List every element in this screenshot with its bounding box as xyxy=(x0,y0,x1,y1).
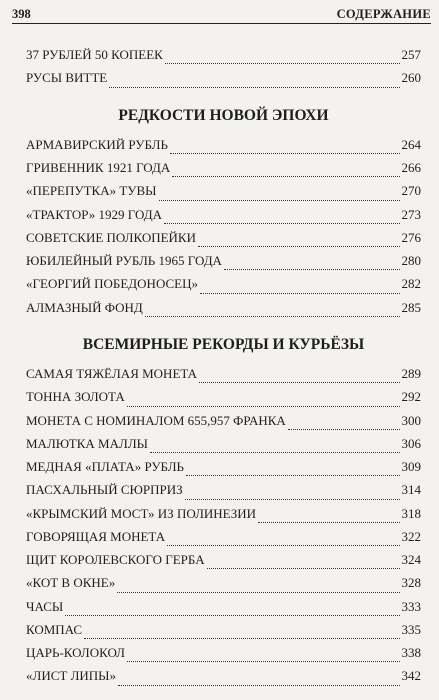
dot-leader xyxy=(127,661,400,662)
running-title: СОДЕРЖАНИЕ xyxy=(336,7,431,21)
toc-entry-page: 280 xyxy=(401,253,421,268)
toc-entry-page: 324 xyxy=(401,552,421,567)
toc-entry-title: МЕДНАЯ «ПЛАТА» РУБЛЬ xyxy=(26,459,184,474)
dot-leader xyxy=(150,452,400,453)
dot-leader xyxy=(164,223,400,224)
toc-entry-page: 273 xyxy=(401,206,421,222)
toc-entry-title: АРМАВИРСКИЙ РУБЛЬ xyxy=(26,136,168,152)
toc-entry-page: 266 xyxy=(401,160,421,175)
toc-entry-title: ЩИТ КОРОЛЕВСКОГО ГЕРБА xyxy=(26,552,205,567)
toc-entry[interactable] xyxy=(26,459,421,482)
page-number: 398 xyxy=(12,7,31,21)
dot-leader xyxy=(199,382,399,383)
toc-entry-title: ПАСХАЛЬНЫЙ СЮРПРИЗ xyxy=(26,482,183,498)
dot-leader xyxy=(172,176,399,177)
running-header xyxy=(12,2,431,22)
toc-entry-title: ГОВОРЯЩАЯ МОНЕТА xyxy=(26,528,166,544)
dot-leader xyxy=(167,545,399,546)
dot-leader xyxy=(117,592,399,593)
toc-entry-title: «ЛИСТ ЛИПЫ» xyxy=(26,668,116,684)
toc-entry[interactable] xyxy=(26,575,421,598)
toc-entry-title: ГРИВЕННИК 1921 ГОДА xyxy=(26,160,171,175)
toc-entry[interactable] xyxy=(26,253,421,276)
dot-leader xyxy=(200,293,400,294)
toc-entry-page: 260 xyxy=(401,70,421,86)
dot-leader xyxy=(84,638,399,639)
dot-leader xyxy=(170,153,400,154)
section-heading: ВСЕМИРНЫЕ РЕКОРДЫ И КУРЬЁЗЫ xyxy=(82,335,365,353)
dot-leader xyxy=(65,615,399,616)
toc-entry[interactable] xyxy=(26,47,421,70)
toc-entry-page: 338 xyxy=(401,645,421,660)
toc-entry[interactable] xyxy=(26,276,421,299)
toc-entry-title: «ПЕРЕПУТКА» ТУВЫ xyxy=(26,183,157,199)
toc-entry-title: ТОННА ЗОЛОТА xyxy=(26,389,125,405)
toc-entry[interactable] xyxy=(26,160,421,183)
toc-entry[interactable] xyxy=(26,552,421,575)
toc-entry-page: 282 xyxy=(401,276,421,292)
toc-entry-title: 37 РУБЛЕЙ 50 КОПЕЕК xyxy=(26,47,163,62)
toc-entry-title: ЦАРЬ-КОЛОКОЛ xyxy=(26,645,125,660)
toc-entry-title: САМАЯ ТЯЖЁЛАЯ МОНЕТА xyxy=(26,366,198,381)
toc-entry-title: ЮБИЛЕЙНЫЙ РУБЛЬ 1965 ГОДА xyxy=(26,253,222,268)
toc-entry[interactable] xyxy=(26,389,421,412)
toc-entry-title: КОМПАС xyxy=(26,621,83,637)
toc-entry[interactable] xyxy=(26,300,421,323)
toc-entry[interactable] xyxy=(26,436,421,459)
toc-entry-title: «ТРАКТОР» 1929 ГОДА xyxy=(26,206,162,222)
toc-entry-page: 322 xyxy=(401,528,421,544)
toc-entry[interactable] xyxy=(26,230,421,253)
dot-leader xyxy=(109,87,399,88)
dot-leader xyxy=(186,475,400,476)
toc-entry-page: 318 xyxy=(401,505,421,521)
toc-entry[interactable] xyxy=(26,529,421,552)
dot-leader xyxy=(127,406,400,407)
toc-entry-title: ЧАСЫ xyxy=(26,598,64,614)
toc-entry-page: 285 xyxy=(401,299,421,315)
toc-entry[interactable] xyxy=(26,137,421,160)
toc-entry-title: «ГЕОРГИЙ ПОБЕДОНОСЕЦ» xyxy=(26,276,198,292)
toc-entry[interactable] xyxy=(26,645,421,668)
toc-entry-title: АЛМАЗНЫЙ ФОНД xyxy=(26,299,143,315)
toc-entry[interactable] xyxy=(26,70,421,93)
toc-entry-page: 264 xyxy=(401,136,421,152)
toc-entry[interactable] xyxy=(26,183,421,206)
toc-entry-page: 292 xyxy=(401,389,421,405)
toc-entry-page: 289 xyxy=(401,366,421,381)
toc-entry[interactable] xyxy=(26,668,421,691)
toc-entry[interactable] xyxy=(26,622,421,645)
toc-entry-title: МОНЕТА С НОМИНАЛОМ 655,957 ФРАНКА xyxy=(26,412,286,428)
toc-entry-page: 257 xyxy=(401,47,421,62)
toc-entry-title: «КОТ В ОКНЕ» xyxy=(26,575,116,591)
dot-leader xyxy=(288,429,400,430)
toc-entry-page: 270 xyxy=(401,183,421,199)
table-of-contents xyxy=(26,47,421,692)
section-heading: РЕДКОСТИ НОВОЙ ЭПОХИ xyxy=(118,106,329,124)
toc-entry[interactable] xyxy=(26,366,421,389)
header-rule xyxy=(12,23,431,24)
toc-entry[interactable] xyxy=(26,599,421,622)
toc-entry[interactable] xyxy=(26,413,421,436)
toc-entry-page: 335 xyxy=(401,621,421,637)
dot-leader xyxy=(145,316,400,317)
toc-entry-page: 328 xyxy=(401,575,421,591)
dot-leader xyxy=(185,499,400,500)
toc-entry-page: 314 xyxy=(401,482,421,498)
toc-entry-page: 309 xyxy=(401,459,421,474)
toc-entry-title: СОВЕТСКИЕ ПОЛКОПЕЙКИ xyxy=(26,229,196,245)
dot-leader xyxy=(118,685,400,686)
toc-entry[interactable] xyxy=(26,506,421,529)
toc-entry-page: 342 xyxy=(401,668,421,684)
dot-leader xyxy=(198,246,400,247)
toc-entry-page: 306 xyxy=(401,435,421,451)
toc-entry-title: МАЛЮТКА МАЛЛЫ xyxy=(26,435,148,451)
toc-entry-page: 300 xyxy=(401,412,421,428)
toc-entry-title: РУСЫ ВИТТЕ xyxy=(26,70,108,86)
dot-leader xyxy=(224,269,400,270)
toc-entry-page: 276 xyxy=(401,229,421,245)
dot-leader xyxy=(258,522,399,523)
dot-leader xyxy=(207,568,400,569)
toc-entry-page: 333 xyxy=(401,598,421,614)
dot-leader xyxy=(165,63,400,64)
dot-leader xyxy=(159,200,400,201)
toc-entry[interactable] xyxy=(26,482,421,505)
toc-entry-title: «КРЫМСКИЙ МОСТ» ИЗ ПОЛИНЕЗИИ xyxy=(26,505,257,521)
toc-entry[interactable] xyxy=(26,207,421,230)
